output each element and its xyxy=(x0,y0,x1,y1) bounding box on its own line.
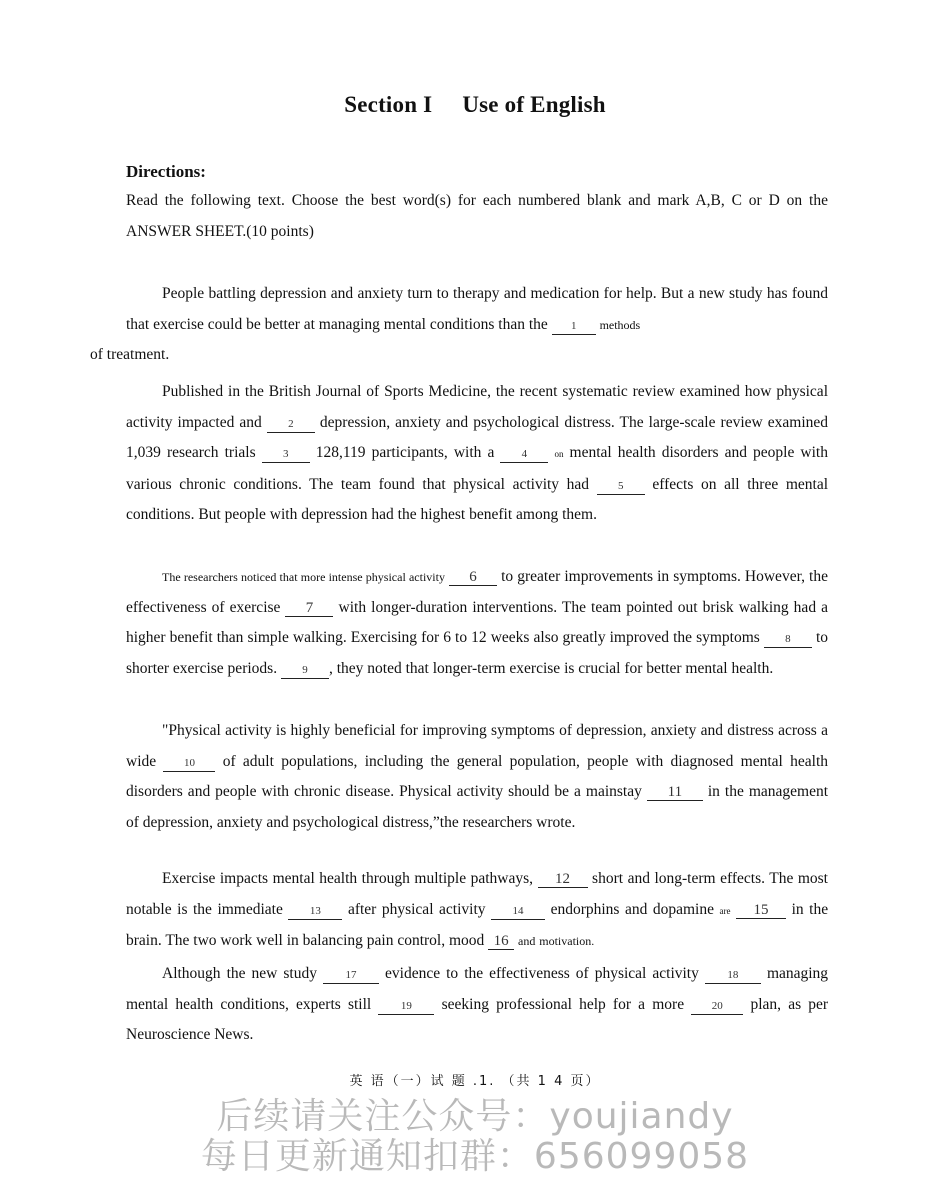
blank-1: 1 xyxy=(552,318,596,335)
paragraph-2: Published in the British Journal of Sports Medicine, the recent systematic review examined how physical activity impacted and 2 depression, anxiety and psychological distress. The large-scale review examined 1,039 research trials 3 128,119 participants, with a 4 on mental health disorders and people with various chronic conditions. The team found that physical activity had 5 effects on all three mental conditions. But people with depression had the highest benefit among them. xyxy=(126,383,829,523)
blank-20: 20 xyxy=(691,998,743,1015)
blank-13: 13 xyxy=(288,903,342,920)
blank-6: 6 xyxy=(449,569,497,586)
blank-12: 12 xyxy=(538,871,588,888)
paragraph-4: "Physical activity is highly beneficial for improving symptoms of depression, anxiety and distress across a wide 10 of adult populations, including the general population, people with diagnosed mental health disorders and people with chronic disease. Physical activity should be a mainstay 11 in the management of depression, anxiety and psychological distress,”the researchers wrote. xyxy=(126,722,829,831)
blank-2: 2 xyxy=(267,416,315,433)
blank-16: 16 xyxy=(488,933,514,950)
paragraph-1: People battling depression and anxiety turn to therapy and medication for help. But a new study has found that exercise could be better at managing mental conditions than the 1 methods of treatment. xyxy=(90,285,828,363)
paragraph-5: Exercise impacts mental health through multiple pathways, 12 short and long-term effects. The most notable is the immediate 13 after physical activity 14 endorphins and dopamine are 15 in the brain. The two work well in balancing pain control, mood 16 and motivation. xyxy=(126,870,829,949)
blank-17: 17 xyxy=(323,967,379,984)
blank-18: 18 xyxy=(705,967,761,984)
blank-10: 10 xyxy=(163,755,215,772)
paragraph-6: Although the new study 17 evidence to the effectiveness of physical activity 18 managing mental health conditions, experts still 19 seeking professional help for a more 20 plan, as per Neuroscience News. xyxy=(126,965,829,1043)
section-label: Section I xyxy=(344,92,433,117)
blank-11: 11 xyxy=(647,784,703,801)
blank-5: 5 xyxy=(597,478,645,495)
watermark-line-1: 后续请关注公众号：youjiandy xyxy=(216,1096,734,1137)
directions-label: Directions: xyxy=(126,162,206,181)
section-name: Use of English xyxy=(462,92,606,117)
page-footer: 英 语（一）试 题 .1. （共 1 4 页） xyxy=(349,1074,601,1089)
blank-8: 8 xyxy=(764,631,812,648)
directions-text: Read the following text. Choose the best word(s) for each numbered blank and mark A,B, C or D on the ANSWER SHEET.(10 points) xyxy=(126,192,828,240)
paragraph-3: The researchers noticed that more intense physical activity 6 to greater improvements in symptoms. However, the effectiveness of exercise 7 with longer-duration interventions. The team pointed out brisk walking had a higher benefit than simple walking. Exercising for 6 to 12 weeks also greatly improved the symptoms 8 to shorter exercise periods. 9 , they noted that longer-term exercise is crucial for better mental health. xyxy=(126,568,829,677)
blank-7: 7 xyxy=(285,600,333,617)
blank-19: 19 xyxy=(378,998,434,1015)
watermark-line-2: 每日更新通知扣群：656099058 xyxy=(200,1136,750,1177)
blank-15: 15 xyxy=(736,902,786,919)
blank-9: 9 xyxy=(281,662,329,679)
blank-3: 3 xyxy=(262,446,310,463)
blank-14: 14 xyxy=(491,903,545,920)
blank-4: 4 xyxy=(500,446,548,463)
section-title xyxy=(0,92,950,118)
